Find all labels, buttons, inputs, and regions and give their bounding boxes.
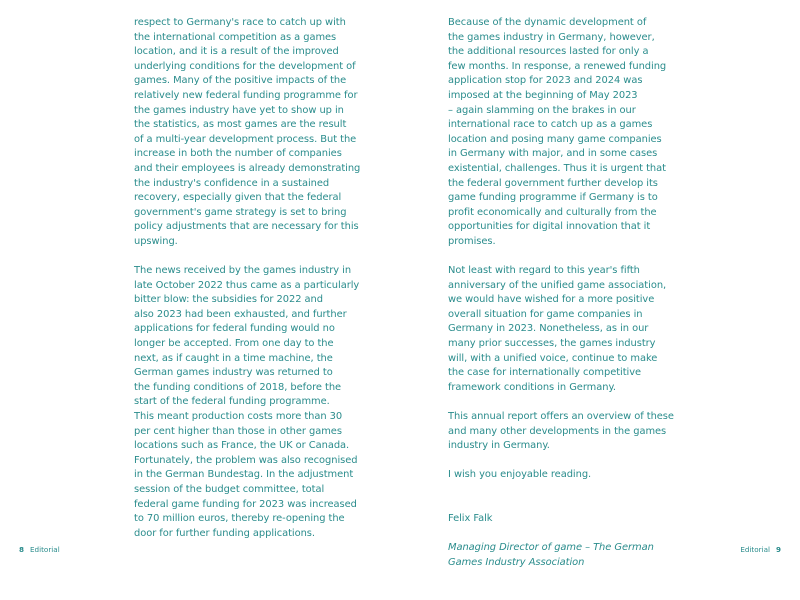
footer-right [740,545,781,555]
right-text-column [448,16,678,600]
body-paragraph: The news received by the games industry in late October 2022 thus came as a particularly bitter blow: the subsidies for 2022 and also 2023 had been exhausted, and further applications for federal funding would no longer be accepted. From one day to the next, as if caught in a time machine, the German games industry was returned to the funding conditions of 2018, before the start of the federal funding programme. This meant production costs more than 30 per cent higher than those in other games locations such as France, the UK or Canada. Fortunately, the problem was also recognised in the German Bundestag. In the adjustment session of the budget committee, total federal game funding for 2023 was increased to 70 million euros, thereby re-opening the door for further funding applications. [134,265,360,539]
body-paragraph: I wish you enjoyable reading. [448,469,592,481]
signature-role: Managing Director of game – The German Games Industry Association [448,542,654,568]
page-number: 9 [775,545,781,554]
body-paragraph: This annual report offers an overview of these and many other developments in the games industry in Germany. [448,411,674,452]
body-paragraph: respect to Germany's race to catch up with the international competition as a games location, and it is a result of the improved underlying conditions for the development of games. Many of the positive impacts of the relatively new federal funding programme for the games industry have yet to show up in the statistics, as most games are the result of a multi-year development process. But the increase in both the number of companies and their employees is already demonstrating the industry's confidence in a sustained recovery, especially given that the federal government's game strategy is set to bring policy adjustments that are necessary for this upswing. [134,17,361,247]
signature-name: Felix Falk [448,513,493,525]
left-text-column [134,16,364,556]
signature-block [448,498,678,586]
section-label: Editorial [30,545,60,554]
page-number: 8 [19,545,25,554]
body-paragraph: Not least with regard to this year's fifth anniversary of the unified game association, we would have wished for a more positive overall situation for game companies in Germany in 2023. Nonetheless, as in our many prior successes, the games industry will, with a unified voice, continue to make the case for internationally competitive framework conditions in Germany. [448,265,667,393]
body-paragraph: Because of the dynamic development of the games industry in Germany, however, the additional resources lasted for only a few months. In response, a renewed funding application stop for 2023 and 2024 was imposed at the beginning of May 2023 – again slamming on the brakes in our international race to catch up as a games location and posing many game companies in Germany with major, and in some cases existential, challenges. Thus it is urgent that the federal government further develop its game funding programme if Germany is to profit economically and culturally from the opportunities for digital innovation that it promises. [448,17,667,247]
footer-left [19,545,60,555]
section-label: Editorial [740,545,770,554]
